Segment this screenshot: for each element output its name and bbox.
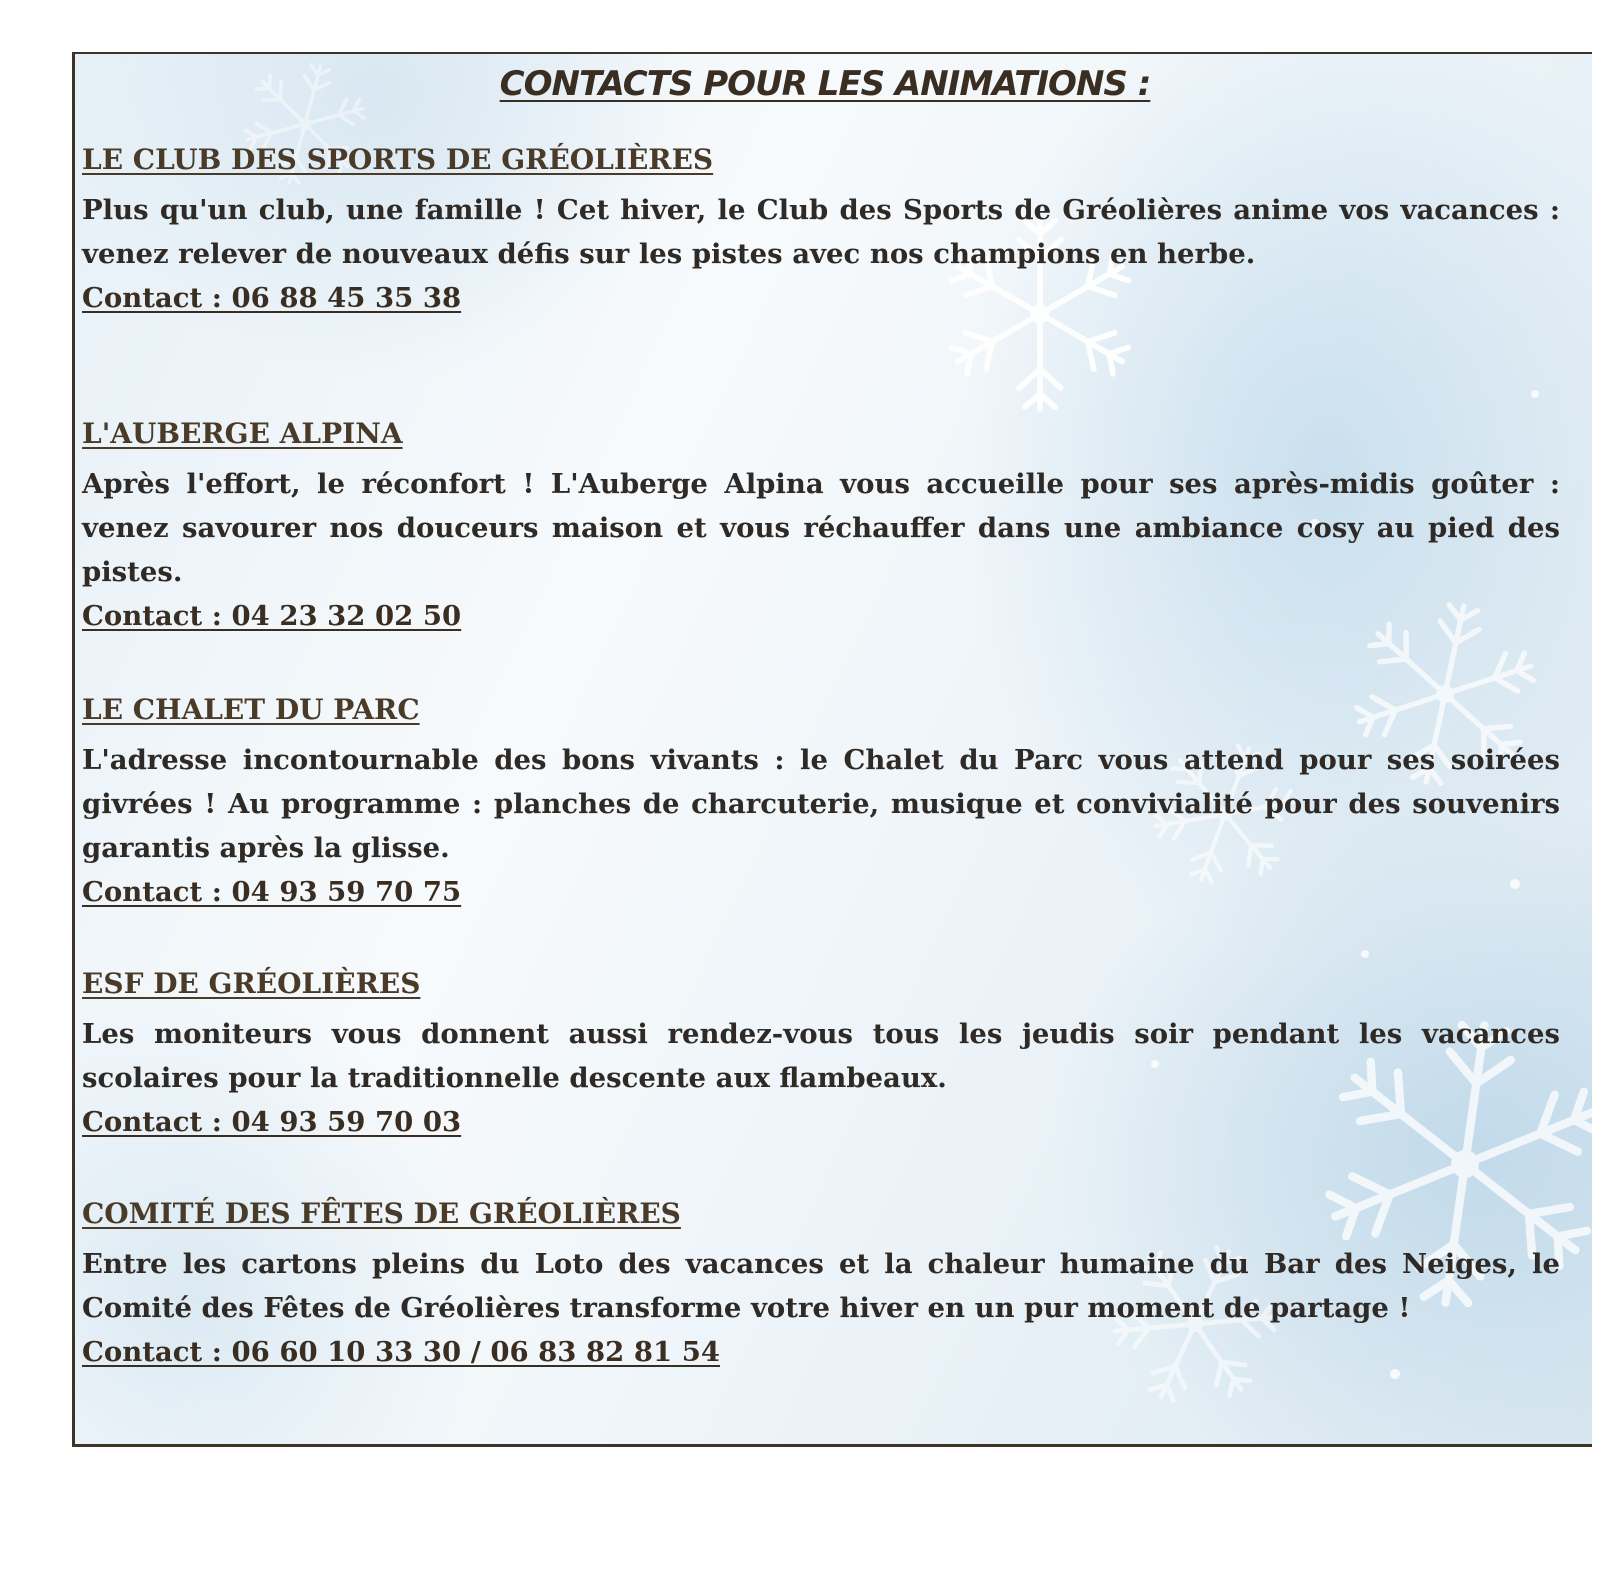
contact-phone[interactable]: Contact : 04 93 59 70 75: [82, 876, 462, 908]
section-heading: LE CLUB DES SPORTS DE GRÉOLIÈRES: [82, 143, 714, 176]
section-auberge-alpina: [82, 416, 1560, 636]
section-description: Après l'effort, le réconfort ! L'Auberge Alpina vous accueille pour ses après-midis goûter : venez savourer nos douceurs maison et vous réchauffer dans une ambiance cosy au pied des pistes.: [82, 468, 1560, 588]
section-club-sports: [82, 142, 1560, 318]
contact-phone[interactable]: Contact : 04 93 59 70 03: [82, 1106, 462, 1138]
section-heading: COMITÉ DES FÊTES DE GRÉOLIÈRES: [82, 1197, 681, 1230]
contact-phone[interactable]: Contact : 06 60 10 33 30 / 06 83 82 81 54: [82, 1336, 720, 1368]
section-description: L'adresse incontournable des bons vivants : le Chalet du Parc vous attend pour ses soirées givrées ! Au programme : planches de charcuterie, musique et convivialité pour des souvenirs garantis après la glisse.: [82, 744, 1560, 864]
section-comite-fetes: [82, 1196, 1560, 1372]
section-esf: [82, 966, 1560, 1142]
section-heading: LE CHALET DU PARC: [82, 693, 420, 726]
section-heading: L'AUBERGE ALPINA: [82, 417, 403, 450]
section-heading: ESF DE GRÉOLIÈRES: [82, 967, 421, 1000]
flyer-frame: [72, 52, 1592, 1447]
contact-phone[interactable]: Contact : 06 88 45 35 38: [82, 282, 462, 314]
contact-phone[interactable]: Contact : 04 23 32 02 50: [82, 600, 462, 632]
flyer-content: [75, 54, 1592, 1447]
page-title: CONTACTS POUR LES ANIMATIONS :: [499, 64, 1151, 104]
section-description: Plus qu'un club, une famille ! Cet hiver, le Club des Sports de Gréolières anime vos vacances : venez relever de nouveaux défis sur les pistes avec nos champions en herbe.: [82, 194, 1560, 270]
section-description: Les moniteurs vous donnent aussi rendez-vous tous les jeudis soir pendant les vacances scolaires pour la traditionnelle descente aux flambeaux.: [82, 1018, 1560, 1094]
section-description: Entre les cartons pleins du Loto des vacances et la chaleur humaine du Bar des Neiges, le Comité des Fêtes de Gréolières transforme votre hiver en un pur moment de partage !: [82, 1248, 1560, 1324]
section-chalet-parc: [82, 692, 1560, 912]
